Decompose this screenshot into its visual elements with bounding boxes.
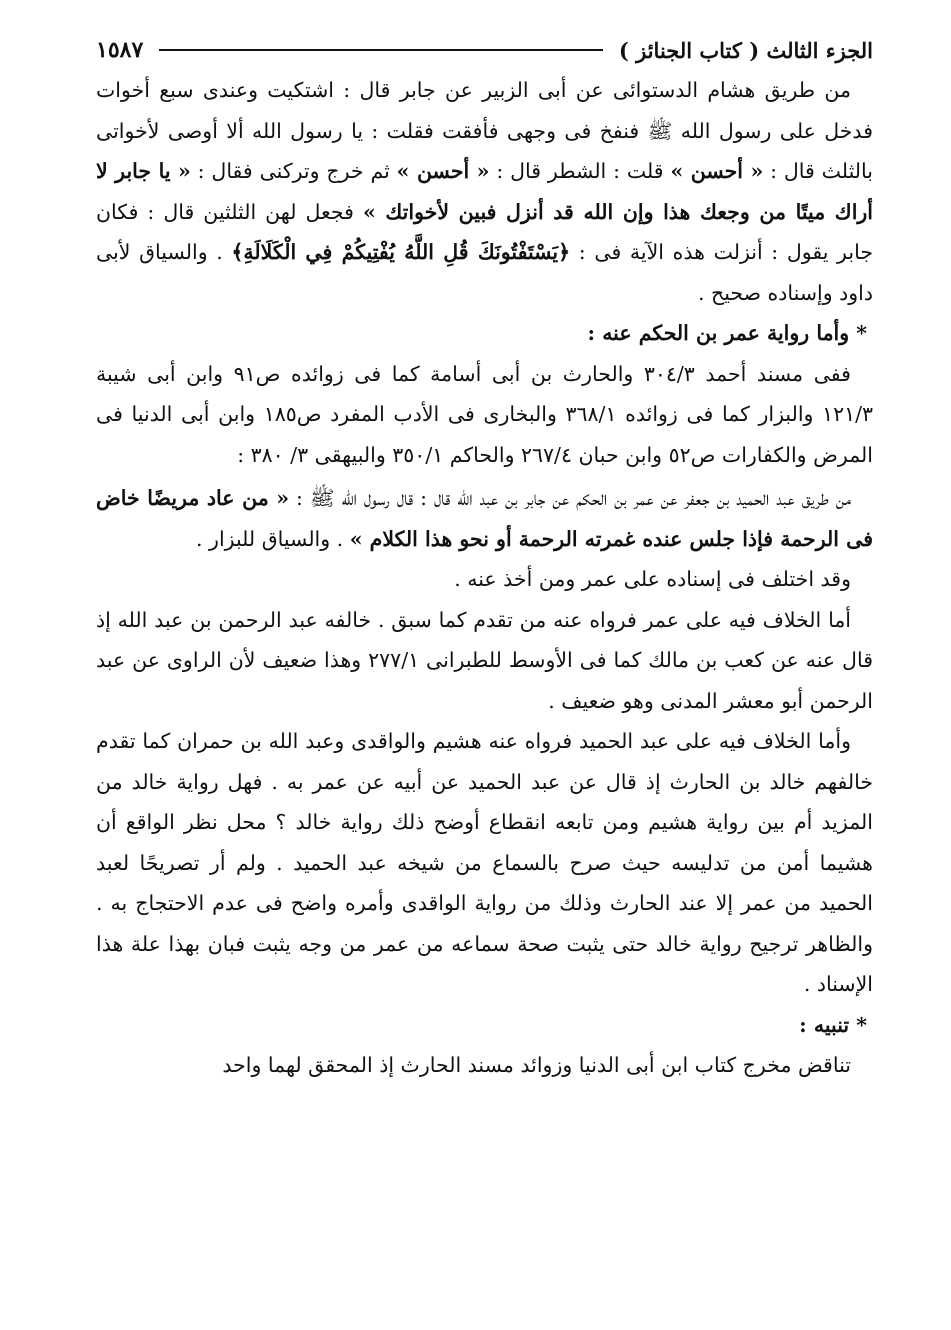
paragraph-jabir-narration — [96, 70, 873, 313]
paragraph-abd-al-hamid-narration — [96, 478, 873, 559]
page-body — [96, 70, 873, 1086]
text-run: فجعل لهن الثلثين قال : فكان جابر يقول : أنزلت هذه الآية فى : — [96, 199, 873, 264]
header-rule — [159, 49, 603, 51]
paragraph-umar-disagreement: أما الخلاف فيه على عمر فرواه عنه من تقدم كما سبق . خالفه عبد الرحمن بن عبد الله إذ قال عنه عن كعب بن مالك كما فى الأوسط للطبرانى ٢٧٧/١ وهذا ضعيف لأن الراوى عن عبد الرحمن أبو معشر المدنى وهو ضعيف . — [96, 607, 873, 713]
hadith-quote: « من عاد مريضًا خاض فى الرحمة فإذا جلس عنده غمرته الرحمة أو نحو هذا الكلام » — [96, 486, 873, 551]
paragraph-sources: ففى مسند أحمد ٣٠٤/٣ والحارث بن أبى أسامة كما فى زوائده ص٩١ وابن أبى شيبة ١٢١/٣ والبزار كما فى زوائده ٣٦٨/١ والبخارى فى الأدب المفرد ص١٨٥ وابن أبى الدنيا فى المرض والكفارات ص٥٢ وابن حبان ٢٦٧/٤ والحاكم ٣٥٠/١ والبيهقى ٣/ ٣٨٠ : — [96, 361, 874, 467]
paragraph-disagreement: وقد اختلف فى إسناده على عمر ومن أخذ عنه . — [454, 567, 851, 591]
section-heading-note: * تنبيه : — [799, 1012, 867, 1037]
running-title: الجزء الثالث ( كتاب الجنائز ) — [618, 37, 873, 63]
text-run: من طريق عبد الحميد بن جعفر عن عمر بن الحكم عن جابر بن عبد الله قال : قال رسول الله ﷺ : — [289, 486, 851, 510]
paragraph-abd-al-hamid-disagreement: وأما الخلاف فيه على عبد الحميد فرواه عنه هشيم والواقدى وعبد الله بن حمران كما تقدم خالفهم خالد بن الحارث إذ قال عن عبد الحميد عن أبيه عن عمر به . فهل رواية خالد من المزيد أم بين رواية هشيم ومن تابعه انقطاع أوضح ذلك رواية خالد ؟ محل نظر الواقع أن هشيما أمن من تدليسه حيث صرح بالسماع من شيخه عبد الحميد . ولم أر تصريحًا لعبد الحميد من عمر إلا عند الحارث وذلك من رواية الواقدى وأمره واضح فى عدم الاحتجاج به . والظاهر ترجيح رواية خالد حتى يثبت صحة سماعه من عمر من وجه يثبت فبان بهذا علة هذا الإسناد . — [96, 729, 873, 996]
text-run: ثم خرج وتركنى فقال : — [190, 159, 397, 183]
quran-verse: ﴿يَسْتَفْتُونَكَ قُلِ اللَّهُ يُفْتِيكُمْ فِي الْكَلَالَةِ﴾ — [231, 240, 571, 264]
hadith-quote: « أحسن » — [396, 159, 490, 183]
page-number: ١٥٨٧ — [96, 37, 144, 63]
text-run: . والسياق لأبى داود وإسناده صحيح . — [96, 240, 873, 305]
text-run: من طريق هشام الدستوائى عن أبى الزبير عن جابر قال : اشتكيت وعندى سبع أخوات فدخل على رسول الله ﷺ فنفخ فى وجهى فأفقت فقلت : يا رسول الله ألا أوصى لأخواتى بالثلث قال : — [96, 78, 873, 183]
text-run: قلت : الشطر قال : — [489, 159, 671, 183]
paragraph-note: تناقض مخرج كتاب ابن أبى الدنيا وزوائد مسند الحارث إذ المحقق لهما واحد — [222, 1053, 851, 1077]
hadith-quote: « أحسن » — [670, 159, 764, 183]
text-run: . والسياق للبزار . — [196, 526, 350, 551]
section-heading-umar-ibn-al-hakam: * وأما رواية عمر بن الحكم عنه : — [587, 321, 867, 345]
page-header — [96, 36, 873, 64]
hadith-quote: « يا جابر لا أراك ميتًا من وجعك هذا وإن الله قد أنزل فبين لأخواتك » — [96, 159, 873, 224]
